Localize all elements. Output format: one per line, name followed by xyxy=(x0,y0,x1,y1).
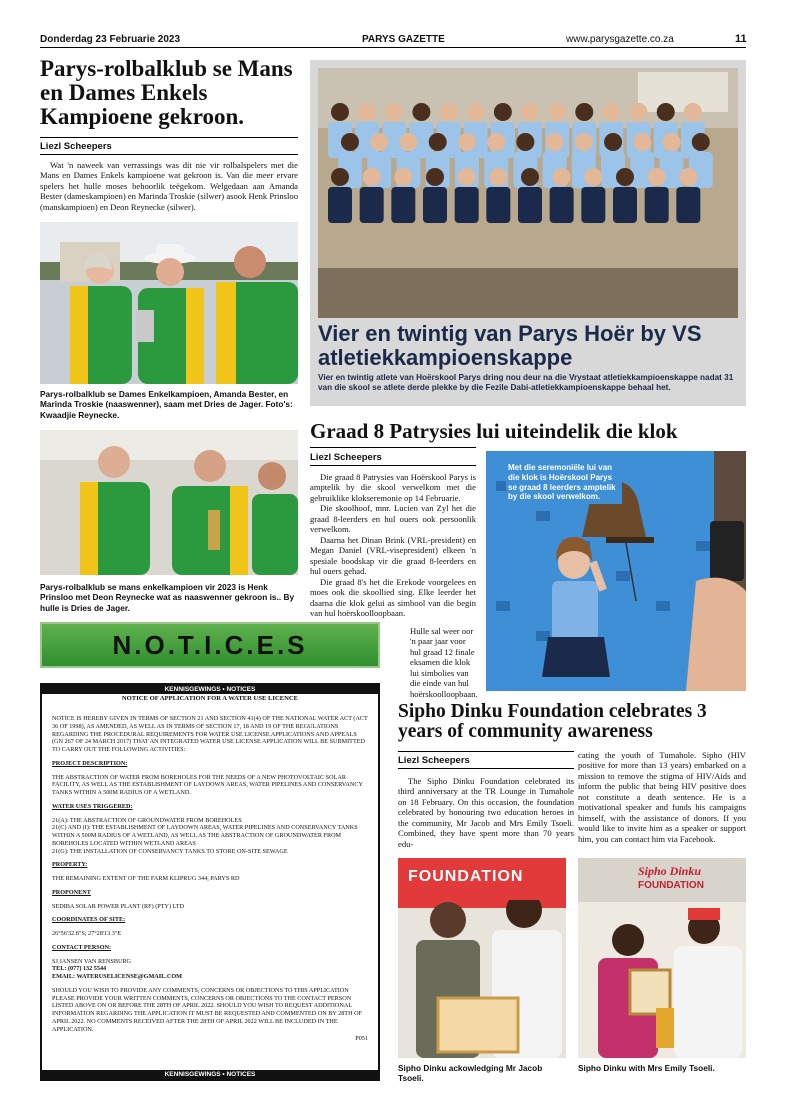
student-head xyxy=(440,103,458,121)
notice-contact-heading: CONTACT PERSON: xyxy=(52,943,112,951)
graad8-p3: Daarna het Dinan Brink (VRL-president) en Megan Daniel (VRL-visepresident) elkeen 'n spesiale boodskap vir die graad 8-leerders en hul ouers gehad. xyxy=(310,534,476,577)
notices-banner-text: N.O.T.I.C.E.S xyxy=(112,629,308,660)
student-head xyxy=(604,133,622,151)
student-head xyxy=(602,103,620,121)
graad8-headline: Graad 8 Patrysies lui uiteindelik die klok xyxy=(310,419,678,443)
student-body xyxy=(645,187,669,223)
sipho-caption-emily: Sipho Dinku with Mrs Emily Tsoeli. xyxy=(578,1063,715,1073)
notice-box xyxy=(40,683,380,1081)
student-body xyxy=(423,187,447,223)
student-head xyxy=(521,168,539,186)
student-head xyxy=(487,133,505,151)
student-head xyxy=(648,168,666,186)
notice-title: NOTICE OF APPLICATION FOR A WATER USE LICENCE xyxy=(121,695,299,702)
issue-date: Donderdag 23 Februarie 2023 xyxy=(40,34,181,45)
student-head xyxy=(426,168,444,186)
athletics-feature xyxy=(310,60,746,406)
notice-proponent: SEDIBA SOLAR POWER PLANT (RF) (PTY) LTD xyxy=(52,902,185,910)
sipho-photo-jacob-banner: FOUNDATION xyxy=(408,868,524,885)
notice-contact-name: SJ JANSEN VAN RENSBURG xyxy=(52,957,132,965)
student-head xyxy=(684,103,702,121)
student-head xyxy=(385,103,403,121)
student-head xyxy=(394,168,412,186)
notice-closing: SHOULD YOU WISH TO PROVIDE ANY COMMENTS, CONCERNS OR OBJECTIONS TO THIS APPLICATION PLEASE PROVIDE YOUR WRITTEN COMMENTS, CONCERNS OR OBJECTIONS TO THE CONTACT PERSON LISTED ABOVE ON OR BEFORE THE 28TH OF APRIL 2022. SHOULD YOU WISH TO REQUEST ADDITIONAL INFORMATION REGARDING THE APPLICATION IT MUST BE REQUESTED AND COMMENTED ON BY 28TH OF APRIL 2022. NO COMMENTS RECEIVED AFTER THE 28TH OF APRIL 2022 WILL BE INCLUDED IN THE APPLICATION. xyxy=(52,986,363,1033)
student-head xyxy=(358,103,376,121)
student-head xyxy=(458,168,476,186)
graad8-p2: Die skoolhoof, mnr. Lucien van Zyl het die graad 8-leerders en hul ouers ook persoonlik verwelkom. xyxy=(310,503,476,535)
rolbal-byline-rule xyxy=(40,154,298,155)
athletics-subhead: Vier en twintig atlete van Hoërskool Parys dring nou deur na die Vrystaat atletiekkampioenskappe nadat 31 van die skool se atlete derde plekke by die Fezile Dabi-atletiekkampioenskappe behaal het. xyxy=(318,373,734,392)
rolbal-rule xyxy=(40,137,298,138)
student-body xyxy=(391,187,415,223)
notice-ref: P051 xyxy=(355,1035,368,1043)
student-head xyxy=(521,103,539,121)
sipho-col1: The Sipho Dinku Foundation celebrated its third anniversary at the TR Lounge in Tumahole on 18 February. On this occasion, the foundation celebrated by honouring two education heroes in the community, Mr Jacob and Mrs Emily Tsoeli. Combined, they have spent more than 70 years edu- xyxy=(398,776,574,849)
student-head xyxy=(633,133,651,151)
header-rule xyxy=(40,47,746,48)
graad8-p5: Hulle sal weer oor 'n paar jaar voor hul graad 12 finale eksamen die klok lui simbolies van die einde van hul hoërskoolloopbaan. xyxy=(410,626,478,699)
graad8-rule xyxy=(310,447,476,448)
student-head xyxy=(553,168,571,186)
student-head xyxy=(412,103,430,121)
sipho-byline-rule xyxy=(398,768,574,769)
sipho-photo-emily xyxy=(578,858,746,1058)
notice-coords: 26°56'32.8"S; 27°28'13.3"E xyxy=(52,930,122,938)
student-head xyxy=(679,168,697,186)
student-body xyxy=(360,187,384,223)
paper-name: PARYS GAZETTE xyxy=(362,34,445,45)
student-head xyxy=(657,103,675,121)
student-body xyxy=(581,187,605,223)
student-body xyxy=(328,187,352,223)
rolbal-body: Wat 'n naweek van verrassings was dit nie vir rolbalspelers met die Mans en Dames Enkels kampioene wat gekroon is. Van die meer ervare spelers het hulle moses behoorlik teëgekom. Welgedaan aan Amanda Bester (dameskampioen) en Marinda Troskie (silwer) asook Henk Prinsloo (manskampioen) en Deon Reynecke (silwer). xyxy=(40,160,298,212)
graad8-p4: Die graad 8's het die Erekode voorgelees en moes ook die skoollied sing. Elke leerder het daarna die klok gelui as simbool van die begin van hul hoërskoolloopbaan. xyxy=(310,576,476,619)
graad8-p1: Die graad 8 Patrysies van Hoërskool Parys is amptelik by die skool verwelkom met die gebruiklike klokseremonie op 14 Februarie. xyxy=(310,472,476,503)
graad8-byline: Liezl Scheepers xyxy=(310,452,382,463)
rolbal-headline: Parys-rolbalklub se Mans en Dames Enkels Kampioene gekroon. xyxy=(40,56,293,130)
student-head xyxy=(548,103,566,121)
sipho-byline: Liezl Scheepers xyxy=(398,755,470,766)
student-body xyxy=(486,187,510,223)
student-head xyxy=(331,168,349,186)
notice-uses-heading: WATER USES TRIGGERED: xyxy=(52,802,133,810)
sipho-col2: cating the youth of Tumahole. Sipho (HIV positive for more than 13 years) embarked on a mission to remove the stigma of HIV/Aids and inform the public that being HIV positive does not constitute a death sentence. He is a motivational speaker and funds his campaigns himself, with the assistance of donors. If you would like to invite him as a speaker or support him, you can contact him via Facebook. xyxy=(578,750,746,844)
student-head xyxy=(489,168,507,186)
rolbal-byline: Liezl Scheepers xyxy=(40,141,112,152)
sipho-headline: Sipho Dinku Foundation celebrates 3 years of community awareness xyxy=(398,701,707,743)
student-head xyxy=(458,133,476,151)
sipho-rule xyxy=(398,751,574,752)
notices-banner xyxy=(40,622,380,668)
notice-project: THE ABSTRACTION OF WATER FROM BOREHOLES FOR THE NEEDS OF A NEW PHOTOVOLTAIC SOLAR FACILITY, AS WELL AS THE ESTABLISHMENT OF LAYDOWN AREAS, WATER PIPELINES AND CONSERVANCY TANKS WITHIN A 500M RADIUS OF A WETLAND. xyxy=(52,773,363,797)
notice-property: THE REMAINING EXTENT OF THE FARM KLIPRUG 344, PARYS RD xyxy=(52,875,240,883)
student-head xyxy=(429,133,447,151)
student-body xyxy=(550,187,574,223)
student-head xyxy=(363,168,381,186)
student-head xyxy=(692,133,710,151)
graad8-body xyxy=(310,472,476,619)
athletics-group-photo xyxy=(318,68,738,318)
rolbal-caption-men: Parys-rolbalklub se mans enkelkampioen vir 2023 is Henk Prinsloo met Deon Reynecke wat as naaswenner gekroon is.. By hulle is Dries de Jager. xyxy=(40,582,295,613)
rolbal-caption-ladies: Parys-rolbalklub se Dames Enkelkampioen, Amanda Bester, en Marinda Troskie (naaswenner), saam met Dries de Jager. Foto's: Kwaadjie Reynecke. xyxy=(40,389,293,420)
student-head xyxy=(494,103,512,121)
student-body xyxy=(676,187,700,223)
notice-intro: NOTICE IS HEREBY GIVEN IN TERMS OF SECTION 21 AND SECTION 41(4) OF THE NATIONAL WATER ACT (ACT 36 OF 1998), AS AMENDED, AS WELL AS IN TERMS OF SECTION 17, 18 AND 19 OF THE REGULATIONS REGARDING THE PROCEDURAL REQUIREMENTS FOR WATER USE LICENSE APPLICATIONS AND APPEALS (GN 267 OF 24 MARCH 2017) THAT AN INTEGRATED WATER USE LICENSE APPLICATION WILL BE SUBMITTED TO CARRY OUT THE FOLLOWING ACTIVITIES: xyxy=(52,715,368,754)
athletics-headline: Vier en twintig van Parys Hoër by VS atletiekkampioenskappe xyxy=(318,321,702,370)
notice-property-heading: PROPERTY: xyxy=(52,861,88,869)
student-body xyxy=(455,187,479,223)
graad8-byline-rule xyxy=(310,465,476,466)
student-head xyxy=(370,133,388,151)
student-head xyxy=(341,133,359,151)
sipho-photo-emily-banner-a: Sipho Dinku xyxy=(638,864,702,878)
notice-contact-tel: TEL: (077) 132 5544 xyxy=(52,965,107,973)
page-number: 11 xyxy=(735,33,747,45)
notice-top-bar: KENNISGEWINGS • NOTICES xyxy=(42,685,378,694)
student-head xyxy=(630,103,648,121)
student-body xyxy=(613,187,637,223)
website: www.parysgazette.co.za xyxy=(566,34,674,45)
student-head xyxy=(575,133,593,151)
student-head xyxy=(331,103,349,121)
notice-contact-email: EMAIL: WATERUSELICENSE@GMAIL.COM xyxy=(52,973,182,981)
notice-proponent-heading: PROPONENT xyxy=(52,888,91,896)
graad8-bell-photo xyxy=(486,451,746,691)
notice-bottom-bar: KENNISGEWINGS • NOTICES xyxy=(42,1070,378,1079)
student-head xyxy=(584,168,602,186)
rolbal-photo-men xyxy=(40,430,298,575)
graad8-photo-caption: Met die seremoniële lui van die klok is Hoërskool Parys se graad 8 leerders amptelik by die skool verwelkom. xyxy=(506,461,622,504)
student-head xyxy=(546,133,564,151)
student-head xyxy=(616,168,634,186)
student-head xyxy=(575,103,593,121)
student-head xyxy=(399,133,417,151)
sipho-photo-jacob xyxy=(398,858,566,1058)
notice-coords-heading: COORDINATES OF SITE: xyxy=(52,916,126,924)
notice-uses: 21(A): THE ABSTRACTION OF GROUNDWATER FROM BOREHOLES 21(C) AND (I): THE ESTABLISHMENT OF LAYDOWN AREAS, WATER PIPELINES AND CONSERVANCY TANKS WITHIN A 500M RADIUS OF A WETLAND, AS WELL AS THE ABSTRACTION OF GROUNDWATER FROM BOREHOLES LOCATED WITHIN WETLAND AREAS 21(G): THE INSTALLATION OF CONSERVANCY TANKS TO STORE ON-SITE SEWAGE xyxy=(52,816,358,855)
rolbal-photo-ladies xyxy=(40,222,298,384)
student-body xyxy=(518,187,542,223)
student-head xyxy=(663,133,681,151)
student-head xyxy=(467,103,485,121)
student-head xyxy=(516,133,534,151)
notice-project-heading: PROJECT DESCRIPTION: xyxy=(52,759,128,767)
sipho-photo-emily-banner-b: FOUNDATION xyxy=(638,880,704,891)
sipho-caption-jacob: Sipho Dinku ackowledging Mr Jacob Tsoeli. xyxy=(398,1063,543,1084)
